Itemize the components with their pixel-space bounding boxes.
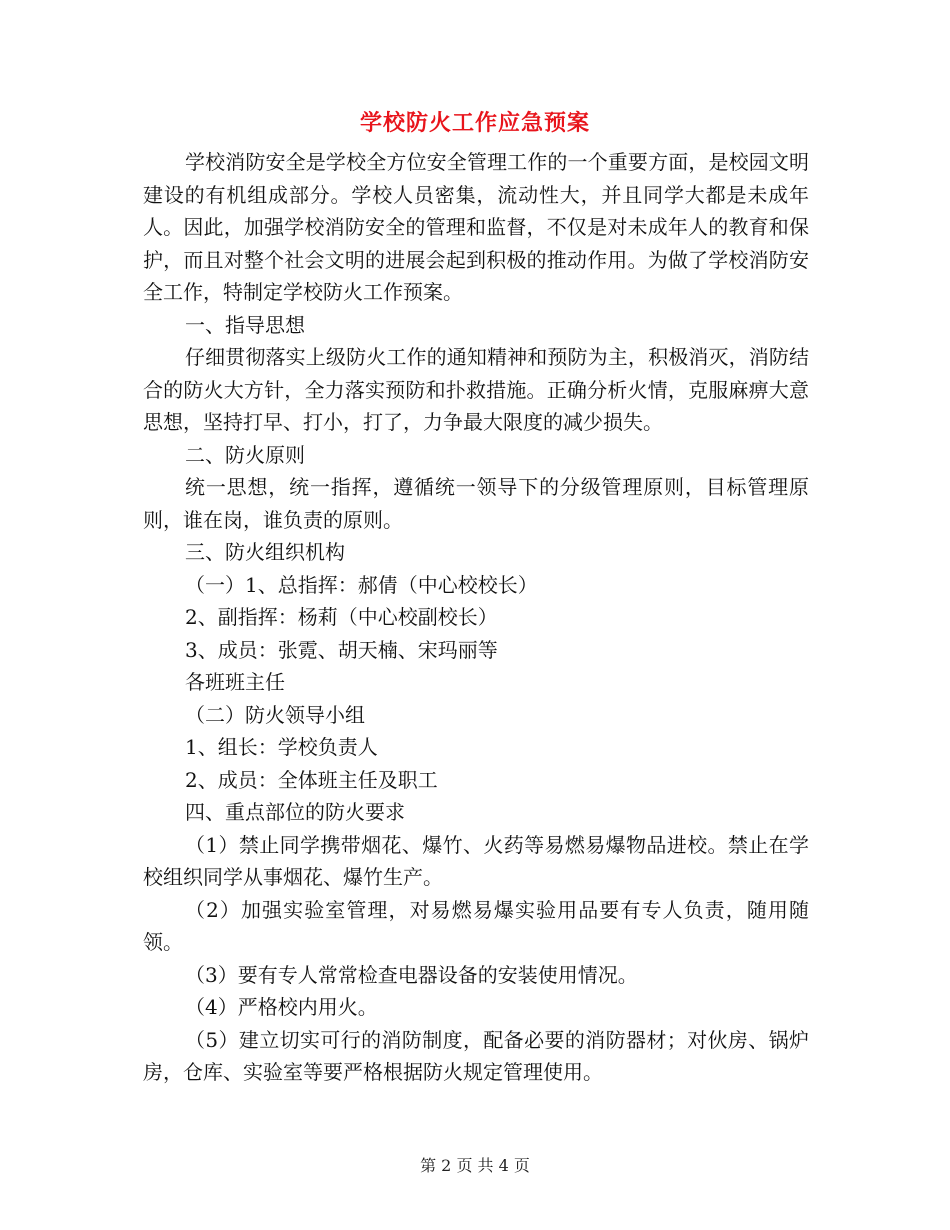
paragraph: （1）禁止同学携带烟花、爆竹、火药等易燃易爆物品进校。禁止在学校组织同学从事烟花、爆竹生产。 [143, 832, 809, 889]
list-item: 3、成员：张霓、胡天楠、宋玛丽等 [185, 637, 498, 662]
paragraph: （3）要有专人常常检查电器设备的安装使用情况。 [185, 962, 638, 987]
paragraph: （5）建立切实可行的消防制度，配备必要的消防器材；对伙房、锅炉房，仓库、实验室等要严格根据防火规定管理使用。 [143, 1027, 809, 1084]
section-heading: 二、防火原则 [185, 442, 305, 467]
list-item: 1、组长：学校负责人 [185, 735, 378, 759]
section-heading: 三、防火组织机构 [185, 540, 345, 564]
list-item: 各班班主任 [185, 670, 285, 694]
document-title: 学校防火工作应急预案 [359, 110, 590, 136]
paragraph: （4）严格校内用火。 [185, 995, 378, 1019]
section-heading: 一、指导思想 [185, 312, 305, 337]
paragraph: 统一思想，统一指挥，遵循统一领导下的分级管理原则，目标管理原则，谁在岗，谁负责的原则。 [143, 475, 809, 532]
document-body [143, 146, 809, 1089]
list-item: 2、成员：全体班主任及职工 [185, 767, 438, 792]
paragraph: （2）加强实验室管理，对易燃易爆实验用品要有专人负责，随用随领。 [143, 897, 809, 954]
list-item: 2、副指挥：杨莉（中心校副校长） [185, 605, 498, 629]
paragraph: 仔细贯彻落实上级防火工作的通知精神和预防为主，积极消灭，消防结合的防火大方针，全力落实预防和扑救措施。正确分析火情，克服麻痹大意思想，坚持打早、打小，打了，力争最大限度的减少损失。 [143, 345, 809, 434]
list-item: （二）防火领导小组 [185, 702, 365, 727]
list-item: （一）1、总指挥：郝倩（中心校校长） [185, 572, 538, 597]
paragraph: 学校消防安全是学校全方位安全管理工作的一个重要方面，是校园文明建设的有机组成部分。学校人员密集，流动性大，并且同学大都是未成年人。因此，加强学校消防安全的管理和监督，不仅是对未成年人的教育和保护，而且对整个社会文明的进展会起到积极的推动作用。为做了学校消防安全工作，特制定学校防火工作预案。 [143, 150, 809, 304]
section-heading: 四、重点部位的防火要求 [185, 800, 405, 824]
page-footer: 第 2 页 共 4 页 [420, 1156, 530, 1175]
